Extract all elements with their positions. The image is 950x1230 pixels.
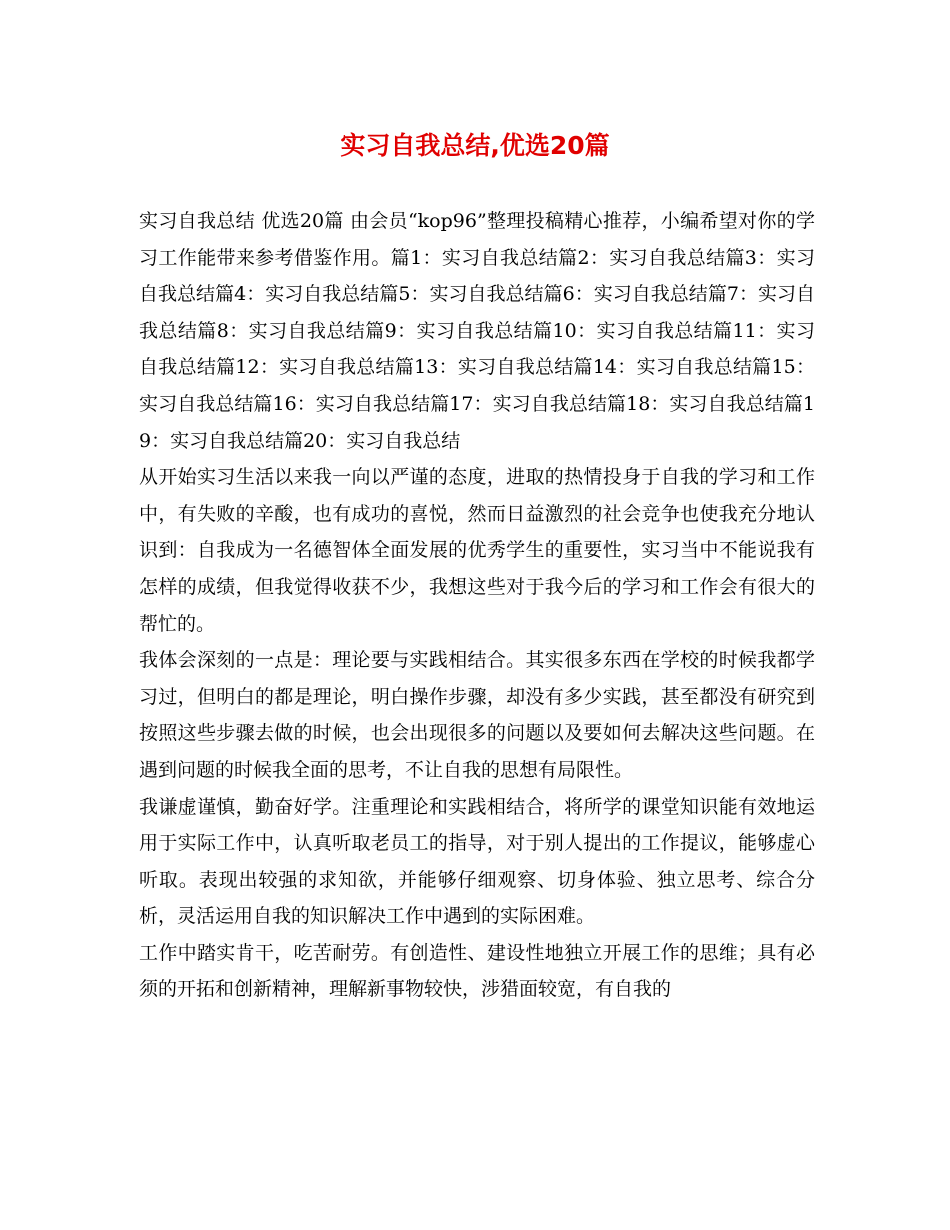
paragraph: 我体会深刻的一点是：理论要与实践相结合。其实很多东西在学校的时候我都学习过，但明白的都是理论，明白操作步骤，却没有多少实践，甚至都没有研究到按照这些步骤去做的时候，也会出现很多的问题以及要如何去解决这些问题。在遇到问题的时候我全面的思考，不让自我的思想有局限性。 [139, 649, 815, 781]
document-title: 实习自我总结,优选20篇 [340, 131, 610, 160]
paragraph: 从开始实习生活以来我一向以严谨的态度，进取的热情投身于自我的学习和工作中，有失败的辛酸，也有成功的喜悦，然而日益激烈的社会竞争也使我充分地认识到：自我成为一名德智体全面发展的优秀学生的重要性，实习当中不能说我有怎样的成绩，但我觉得收获不少，我想这些对于我今后的学习和工作会有很大的帮忙的。 [139, 466, 815, 635]
paragraph: 工作中踏实肯干，吃苦耐劳。有创造性、建设性地独立开展工作的思维；具有必须的开拓和创新精神，理解新事物较快，涉猎面较宽，有自我的 [139, 941, 815, 1001]
paragraph: 我谦虚谨慎，勤奋好学。注重理论和实践相结合，将所学的课堂知识能有效地运用于实际工作中，认真听取老员工的指导，对于别人提出的工作提议，能够虚心听取。表现出较强的求知欲，并能够仔细观察、切身体验、独立思考、综合分析，灵活运用自我的知识解决工作中遇到的实际困难。 [139, 795, 815, 928]
paragraph-intro: 实习自我总结 优选20篇 由会员“kop96”整理投稿精心推荐，小编希望对你的学习工作能带来参考借鉴作用。篇1：实习自我总结篇2：实习自我总结篇3：实习自我总结篇4：实习自我总结篇5：实习自我总结篇6：实习自我总结篇7：实习自我总结篇8：实习自我总结篇9：实习自我总结篇10：实习自我总结篇11：实习自我总结篇12：实习自我总结篇13：实习自我总结篇14：实习自我总结篇15：实习自我总结篇16：实习自我总结篇17：实习自我总结篇18：实习自我总结篇19：实习自我总结篇20：实习自我总结 [139, 210, 815, 452]
document-body [139, 203, 815, 1008]
